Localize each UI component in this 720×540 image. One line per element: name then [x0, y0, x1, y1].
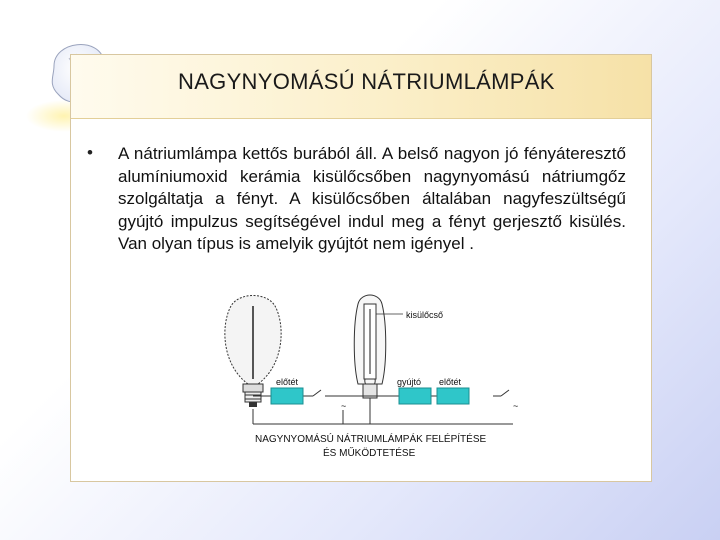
ballast-box-2 [437, 388, 469, 404]
ballast-box [271, 388, 303, 404]
page-title: NAGYNYOMÁSÚ NÁTRIUMLÁMPÁK [178, 69, 555, 94]
label-ballast-2: előtét [439, 377, 462, 387]
terminal-mark-2: ~ [341, 401, 347, 411]
lamp-diagram-svg [213, 284, 525, 467]
discharge-lamp-illustration [354, 295, 403, 398]
diagram-caption-line2: ÉS MŰKÖDTETÉSE [323, 448, 416, 459]
label-igniter: gyújtó [397, 377, 422, 387]
lamp-diagram [213, 284, 525, 467]
terminal-mark: ~ [513, 401, 519, 411]
label-discharge-tube: kisülőcső [406, 310, 444, 320]
title-bar [71, 55, 651, 119]
label-ballast: előtét [276, 377, 299, 387]
bullet-marker: • [87, 143, 93, 162]
diagram-caption-line1: NAGYNYOMÁSÚ NÁTRIUMLÁMPÁK FELÉPÍTÉSE [255, 434, 487, 445]
igniter-box [399, 388, 431, 404]
body-paragraph: A nátriumlámpa kettős burából áll. A belső nagyon jó fényáteresztő alumíniumoxid kerámia kisülőcsőben nagynyomású nátriumgőz szolgáltatja a fényt. A kisülőcsőben általában nagyfeszültségű gyújtó impulzus segítségével indul meg a fényt gerjesztő kisülés. Van olyan típus is amelyik gyújtót nem igényel . [118, 144, 626, 253]
